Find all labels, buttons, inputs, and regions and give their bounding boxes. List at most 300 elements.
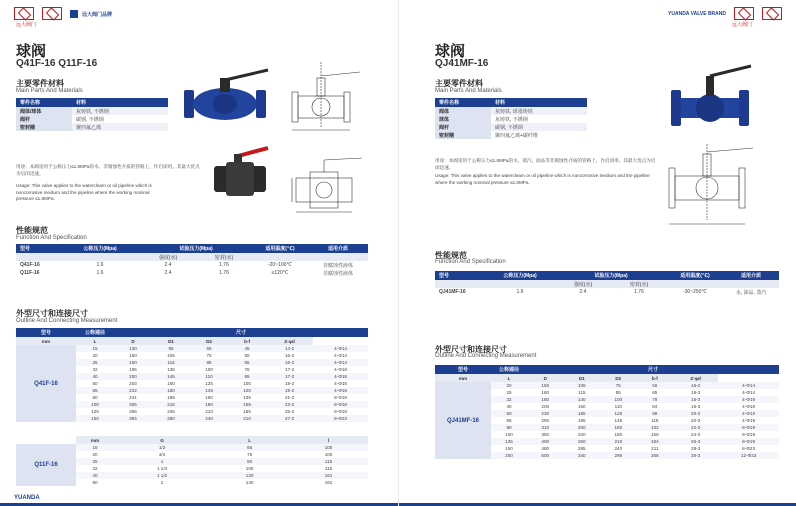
table-row — [16, 269, 368, 277]
dim-cell: 356 — [129, 409, 137, 414]
dim-cell: 32 — [491, 396, 527, 403]
dim-cell: 115 — [152, 359, 190, 366]
dim-cell: 4-Φ18 — [313, 387, 368, 394]
dim-cell: 15 — [76, 444, 114, 451]
dim-cell: 150 — [76, 415, 114, 422]
usage-text-en: Usage: This valve applies to the watercleam or oil pipeline which is noncorrosive medium and the pipeline where the working nominal pressure ≤1.6MPa. — [16, 183, 152, 202]
dim-cell: 115 — [289, 458, 368, 465]
dims-table-q41f — [16, 328, 368, 422]
dim-col: D — [114, 337, 152, 345]
dim-cell: 184 — [637, 438, 674, 445]
dim-cell: 110 — [614, 404, 622, 409]
dim-cell: 20-3 — [673, 410, 718, 417]
model-names: QJ41MF-16 — [435, 58, 489, 69]
dim-col: mm — [76, 436, 114, 444]
dim-col: D1 — [564, 374, 601, 382]
dim-cell: 8-Φ23 — [313, 415, 368, 422]
spec-table — [16, 244, 368, 277]
col-nominal-pressure: 公称压力(Mpa) — [60, 244, 140, 253]
header-brand-en: YUANDA VALVE BRAND — [668, 11, 726, 17]
dim-cell: 16-3 — [691, 404, 701, 409]
spec-value: 2.4 — [579, 289, 587, 295]
table-row — [435, 123, 587, 131]
dim-cell: 25-2 — [284, 409, 295, 414]
brand-logo-icon — [734, 7, 754, 20]
dim-cell: 156 — [650, 432, 659, 437]
dim-cell: 145 — [614, 418, 623, 423]
dim-col: D2 — [190, 337, 228, 345]
dim-cell: 105 — [167, 353, 175, 358]
dim-cell: 40 — [506, 404, 512, 409]
dim-cell: 20-3 — [691, 418, 701, 423]
spec-value: 非腐蚀性液体 — [322, 270, 353, 277]
dim-cell: 28-3 — [691, 446, 701, 451]
dim-cell: 4-Φ14 — [334, 353, 347, 358]
dim-cell: 1 1/2 — [114, 472, 210, 479]
spec-value: -30~250℃ — [682, 289, 708, 295]
dim-cell: 17-2 — [266, 373, 313, 380]
parts-title-cn: 主要零件材料 — [16, 79, 64, 88]
dim-cell: 65 — [190, 345, 228, 352]
dim-cell: 65 — [506, 418, 512, 423]
dim-cell: 16-2 — [266, 359, 313, 366]
dim-cell: 250 — [564, 438, 601, 445]
sub-strength: 强度(水) — [555, 280, 611, 288]
dim-cell: 19-2 — [284, 381, 295, 386]
dim-cell: 50 — [491, 410, 527, 417]
dim-cell: 290 — [541, 418, 550, 423]
dim-cell: 125 — [491, 438, 527, 445]
col-temperature: 适用温度(℃) — [667, 271, 723, 280]
dim-cell: 8-Φ19 — [742, 432, 756, 437]
dim-cell: 21-2 — [284, 395, 295, 400]
spec-model: Q11F-16 — [20, 270, 40, 276]
dim-cell: 120 — [210, 472, 289, 479]
dims-table-qj41mf — [435, 365, 779, 459]
dim-cell: 16-3 — [673, 396, 718, 403]
dim-cell: 160 — [541, 390, 550, 395]
model-cell: QJ41MF-16 — [435, 382, 491, 459]
dim-cell: 200 — [541, 404, 550, 409]
model-cell: Q41F-16 — [16, 345, 76, 422]
dim-cell: 4-Φ18 — [334, 367, 347, 372]
parts-table — [435, 98, 587, 139]
dim-cell: 25 — [76, 458, 114, 465]
dim-cell: 210 — [205, 409, 213, 414]
dim-cell: 14-2 — [266, 345, 313, 352]
dim-cell: 230 — [527, 410, 564, 417]
dim-cell: 25 — [76, 359, 114, 366]
dim-cell: 305 — [114, 401, 152, 408]
dim-cell: 56 — [637, 382, 674, 389]
dim-cell: 4-Φ18 — [313, 373, 368, 380]
spec-value: 1.76 — [634, 289, 644, 295]
part-material: 碳钢, 不锈钢 — [76, 116, 104, 123]
dim-cell: 150 — [577, 404, 586, 409]
spec-table — [435, 271, 779, 296]
dim-cell: 3/4 — [158, 452, 166, 457]
dim-cell: 211 — [651, 446, 659, 451]
dim-cell: 20 — [92, 452, 98, 457]
dim-cell: 203 — [129, 381, 137, 386]
dim-cell: 118 — [651, 418, 659, 423]
sub-strength: 强度(水) — [140, 253, 196, 261]
dim-cell: 200 — [114, 373, 152, 380]
dim-cell: 100 — [205, 367, 213, 372]
dim-cell: 185 — [577, 418, 586, 423]
dim-cell: 340 — [564, 452, 601, 459]
qj41mf-valve-image — [667, 60, 753, 134]
dim-cell: 55 — [244, 353, 250, 358]
dim-col: G — [114, 436, 210, 444]
dim-col: b-f — [228, 337, 266, 345]
part-material: 灰铸铁, 不锈钢 — [495, 116, 528, 123]
dim-cell: 8-Φ18 — [313, 401, 368, 408]
col-part-name: 零件名称 — [435, 98, 491, 107]
dim-cell: 480 — [541, 446, 550, 451]
dim-cell: 4-Φ14 — [742, 390, 756, 395]
parts-title-en: Main Parts And Materials — [16, 88, 83, 94]
spec-title-cn: 性能规范 — [16, 226, 48, 235]
dim-cell: 100 — [505, 432, 513, 437]
left-header — [14, 7, 384, 28]
dim-cell: 1/2 — [114, 444, 210, 451]
dim-cell: 220 — [577, 432, 586, 437]
parts-table — [16, 98, 168, 131]
dim-cell: 280 — [152, 415, 190, 422]
threaded-ball-valve-image — [210, 142, 270, 198]
dim-cell: 200 — [491, 452, 527, 459]
parts-title-cn: 主要零件材料 — [435, 79, 483, 88]
brand-seal-icon — [42, 7, 62, 20]
dim-cell: 600 — [527, 452, 564, 459]
dims-subheader — [16, 436, 368, 444]
dim-cell: 85 — [228, 373, 266, 380]
dim-col: L — [491, 374, 527, 382]
spec-value: 1.6 — [96, 270, 104, 276]
dim-cell: 16-2 — [284, 353, 295, 358]
dim-cell: 40 — [76, 373, 114, 380]
col-model: 型号 — [435, 271, 485, 280]
spec-value: 2.4 — [164, 270, 172, 276]
col-medium: 适用介质 — [308, 244, 368, 253]
spec-value: 1.6 — [516, 289, 524, 295]
dim-cell: 4-Φ19 — [718, 410, 779, 417]
dim-cell: 1 — [114, 458, 210, 465]
col-model: 型号 — [16, 328, 76, 337]
spec-value: 非腐蚀性液体 — [322, 262, 353, 269]
table-row — [435, 288, 779, 296]
spec-title-en: Function And Specification — [16, 235, 87, 241]
part-name: 密封圈 — [435, 131, 491, 139]
flanged-valve-drawing — [282, 58, 370, 136]
dim-cell: 24-3 — [691, 432, 701, 437]
footer-brand: YUANDA — [14, 495, 40, 501]
dim-cell: 150 — [505, 446, 513, 451]
dim-cell: 100 — [324, 452, 333, 457]
dim-cell: 125 — [91, 409, 99, 414]
dim-cell: 100 — [76, 401, 114, 408]
dim-cell: 120 — [228, 387, 266, 394]
dim-cell: 160 — [205, 395, 213, 400]
dim-cell: 180 — [190, 401, 228, 408]
part-material: 碳钢, 不锈钢 — [491, 123, 587, 131]
dim-cell: 4-Φ18 — [334, 381, 347, 386]
logo-text: 远大阀门 — [16, 22, 37, 28]
part-material: 聚四氟乙烯 — [72, 123, 168, 131]
dim-cell: 40 — [76, 472, 114, 479]
table-row — [16, 444, 368, 451]
right-page — [398, 0, 796, 506]
dim-cell: 19-2 — [266, 387, 313, 394]
dim-cell: 4-Φ14 — [718, 382, 779, 389]
dim-cell: 400 — [527, 438, 564, 445]
dims-subheader — [16, 337, 368, 345]
table-row — [435, 131, 587, 139]
col-medium: 适用介质 — [723, 271, 779, 280]
dim-cell: 310 — [527, 424, 564, 431]
col-nominal: 公称通径 — [491, 365, 527, 374]
col-size: 尺寸 — [114, 328, 368, 337]
usage-text-cn: 用途：本阀适用于公称压力≤1.6MPa的水、非腐蚀性介质的管路上，作启闭用。其最大优点为启闭迅速。 — [16, 164, 200, 176]
part-name: 密封圈 — [16, 123, 72, 131]
dim-cell: 215 — [152, 401, 190, 408]
dim-col: L — [76, 337, 114, 345]
dim-col: Z-φd — [266, 337, 313, 345]
dim-cell: 210 — [600, 438, 637, 445]
dim-cell: 140 — [245, 480, 254, 485]
part-material: 灰铸铁, 不锈钢 — [72, 107, 168, 115]
dim-cell: 185 — [243, 409, 251, 414]
dims-table-q11f — [16, 436, 368, 486]
col-part-name: 零件名称 — [16, 98, 72, 107]
dim-cell: 180 — [152, 387, 190, 394]
dim-cell: 105 — [564, 382, 601, 389]
sub-seal: 密封(水) — [196, 253, 252, 261]
dim-cell: 23-2 — [266, 401, 313, 408]
dim-cell: 4-Φ14 — [313, 359, 368, 366]
dim-cell: 210 — [228, 415, 266, 422]
dim-cell: 4-Φ19 — [742, 404, 756, 409]
dim-cell: 78 — [244, 367, 250, 372]
col-temperature: 适用温度(℃) — [252, 244, 308, 253]
part-name: 阀杆 — [16, 115, 72, 123]
part-name: 阀体 — [435, 107, 491, 115]
spec-model: Q41F-16 — [20, 262, 40, 268]
dim-cell: 180 — [527, 396, 564, 403]
brand-seal-icon — [762, 7, 782, 20]
dim-cell: 75 — [247, 452, 253, 457]
dim-cell: 150 — [129, 353, 137, 358]
spec-value: -20~100℃ — [267, 262, 293, 268]
dim-cell: 16-3 — [691, 390, 701, 395]
spec-value: 2.4 — [164, 262, 172, 268]
table-row — [16, 115, 168, 123]
dim-cell: 161 — [324, 480, 333, 485]
spec-title-en: Function And Specification — [435, 259, 506, 265]
model-names: Q41F-16 Q11F-16 — [16, 58, 98, 69]
flanged-ball-valve-image — [180, 66, 270, 126]
brand-logo-icon — [14, 7, 34, 20]
dim-cell: 4-Φ14 — [313, 345, 368, 352]
dim-cell: 2 — [160, 480, 164, 485]
table-row — [16, 107, 168, 115]
dim-cell: 155 — [228, 401, 266, 408]
dim-cell: 245 — [167, 409, 175, 414]
spec-model: QJ41MF-16 — [439, 289, 466, 295]
dim-cell: 27-2 — [266, 415, 313, 422]
dim-cell: 350 — [541, 432, 550, 437]
dim-cell: 8-Φ18 — [334, 395, 347, 400]
usage-text-cn: 用途：本阀适用于公称压力≤1.6MPa的水、蒸汽、油品等非腐蚀性介质的管路上，作启闭用。其最大优点为启闭迅速。 — [435, 158, 656, 170]
dim-cell: 180 — [614, 432, 623, 437]
dim-cell: 99 — [637, 410, 674, 417]
dim-cell: 165 — [129, 367, 137, 372]
dim-cell: 78 — [637, 396, 674, 403]
dim-cell: 135 — [243, 395, 251, 400]
dim-col: L — [210, 436, 289, 444]
dim-cell: 125 — [600, 410, 637, 417]
dim-cell: 32 — [92, 466, 98, 471]
col-model: 型号 — [16, 244, 60, 253]
dim-col: D2 — [600, 374, 637, 382]
dim-cell: 266 — [637, 452, 674, 459]
logo-text: 远大阀门 — [731, 22, 752, 28]
dim-cell: 16-2 — [673, 382, 718, 389]
dim-col: b-f — [637, 374, 674, 382]
spec-value: 1.6 — [96, 262, 104, 268]
dim-cell: 75 — [206, 353, 212, 358]
spec-value: ≤120℃ — [271, 270, 289, 276]
dim-cell: 84 — [652, 404, 658, 409]
spec-value: 1.76 — [219, 270, 229, 276]
part-material: 灰铸铁, 球墨铸铁 — [491, 107, 587, 115]
dim-cell: 80 — [92, 395, 98, 400]
table-row — [435, 107, 587, 115]
dim-cell: 17-2 — [284, 367, 295, 372]
dim-cell: 4-Φ19 — [742, 418, 756, 423]
spec-subheader — [435, 280, 779, 288]
dim-cell: 130 — [114, 345, 152, 352]
dim-cell: 85 — [190, 359, 228, 366]
part-name: 阀杆 — [435, 123, 491, 131]
dim-cell: 222 — [114, 387, 152, 394]
dim-cell: 241 — [129, 395, 137, 400]
dim-cell: 100 — [289, 444, 368, 451]
dim-cell: 25 — [506, 390, 512, 395]
dim-cell: 200 — [564, 424, 601, 431]
dim-cell: 240 — [190, 415, 228, 422]
dim-cell: 100 — [600, 396, 637, 403]
dim-cell: 75 — [600, 382, 637, 389]
col-material: 材料 — [491, 98, 587, 107]
sub-seal: 密封(水) — [611, 280, 667, 288]
dims-title-en: Outline And Connecting Measurement — [16, 318, 118, 324]
dims-title-cn: 外型尺寸和连接尺寸 — [435, 345, 507, 354]
col-nominal: 公称通径 — [76, 328, 114, 337]
dim-col: D1 — [152, 337, 190, 345]
dim-cell: 115 — [578, 390, 586, 395]
dim-cell: 65 — [76, 387, 114, 394]
dim-cell: 80 — [491, 424, 527, 431]
dim-cell: 1 1/4 — [156, 466, 168, 471]
table-row — [435, 115, 587, 123]
dim-cell: 30-3 — [673, 452, 718, 459]
dim-cell: 165 — [564, 410, 601, 417]
dim-cell: 160 — [600, 424, 637, 431]
dim-cell: 132 — [637, 424, 674, 431]
dim-cell: 12-Φ23 — [718, 452, 779, 459]
dim-cell: 125 — [205, 381, 213, 386]
col-nominal-pressure: 公称压力(Mpa) — [485, 271, 555, 280]
parts-title-en: Main Parts And Materials — [435, 88, 502, 94]
page-title: 球阀 — [16, 43, 47, 60]
header-brand-cn: 远大阀门品牌 — [82, 12, 113, 18]
dims-subheader — [435, 374, 779, 382]
dim-cell: 145 — [152, 373, 190, 380]
dim-cell: 26-3 — [673, 438, 718, 445]
col-test-pressure: 试验压力(Mpa) — [555, 271, 667, 280]
dim-cell: 100 — [243, 381, 251, 386]
threaded-valve-drawing — [282, 148, 370, 220]
dim-cell: 8-Φ19 — [718, 438, 779, 445]
right-header — [413, 7, 782, 28]
col-material: 材料 — [72, 98, 168, 107]
dim-cell: 65 — [228, 359, 266, 366]
dim-col: mm — [435, 374, 491, 382]
dim-col: mm — [16, 337, 76, 345]
dim-cell: 110 — [190, 373, 228, 380]
table-row — [16, 123, 168, 131]
dim-col: D — [527, 374, 564, 382]
dims-title-en: Outline And Connecting Measurement — [435, 353, 537, 359]
dim-col: l — [289, 436, 368, 444]
dim-cell: 295 — [600, 452, 637, 459]
dim-cell: 4-Φ19 — [718, 396, 779, 403]
table-row — [16, 345, 368, 352]
table-row — [16, 261, 368, 269]
dim-cell: 160 — [114, 359, 152, 366]
qj41mf-valve-drawing — [661, 140, 759, 236]
dim-cell: 285 — [577, 446, 586, 451]
spec-value: 1.76 — [219, 262, 229, 268]
dim-cell: 20 — [92, 353, 98, 358]
part-material: 聚四氟乙烯+碳纤维 — [495, 132, 538, 139]
dim-cell: 65 — [210, 444, 289, 451]
part-name: 阀体/球体 — [16, 107, 72, 115]
dims-title-cn: 外型尺寸和连接尺寸 — [16, 309, 88, 318]
dim-cell: 161 — [289, 472, 368, 479]
dim-col: Z-φd — [673, 374, 718, 382]
dim-cell: 8-Φ19 — [718, 424, 779, 431]
dim-cell: 240 — [614, 446, 623, 451]
col-test-pressure: 试验压力(Mpa) — [140, 244, 252, 253]
part-name: 球体 — [435, 115, 491, 123]
dim-cell: 95 — [152, 345, 190, 352]
spec-title-cn: 性能规范 — [435, 251, 467, 260]
usage-text-en: Usage: This valve applies to the watercleam or oil pipeline which is noncorrosive medium and the pipeline where the working nominal pressure ≤1.6MPa. — [435, 173, 650, 185]
spec-subheader — [16, 253, 368, 261]
page-title: 球阀 — [435, 43, 466, 60]
dim-cell: 90 — [210, 458, 289, 465]
header-bar-icon — [70, 10, 78, 18]
dim-cell: 85 — [615, 390, 621, 395]
dim-cell: 50 — [92, 381, 98, 386]
dim-cell: 160 — [167, 381, 175, 386]
dim-cell: 115 — [324, 466, 333, 471]
dim-cell: 150 — [527, 382, 564, 389]
dim-cell: 45 — [228, 345, 266, 352]
